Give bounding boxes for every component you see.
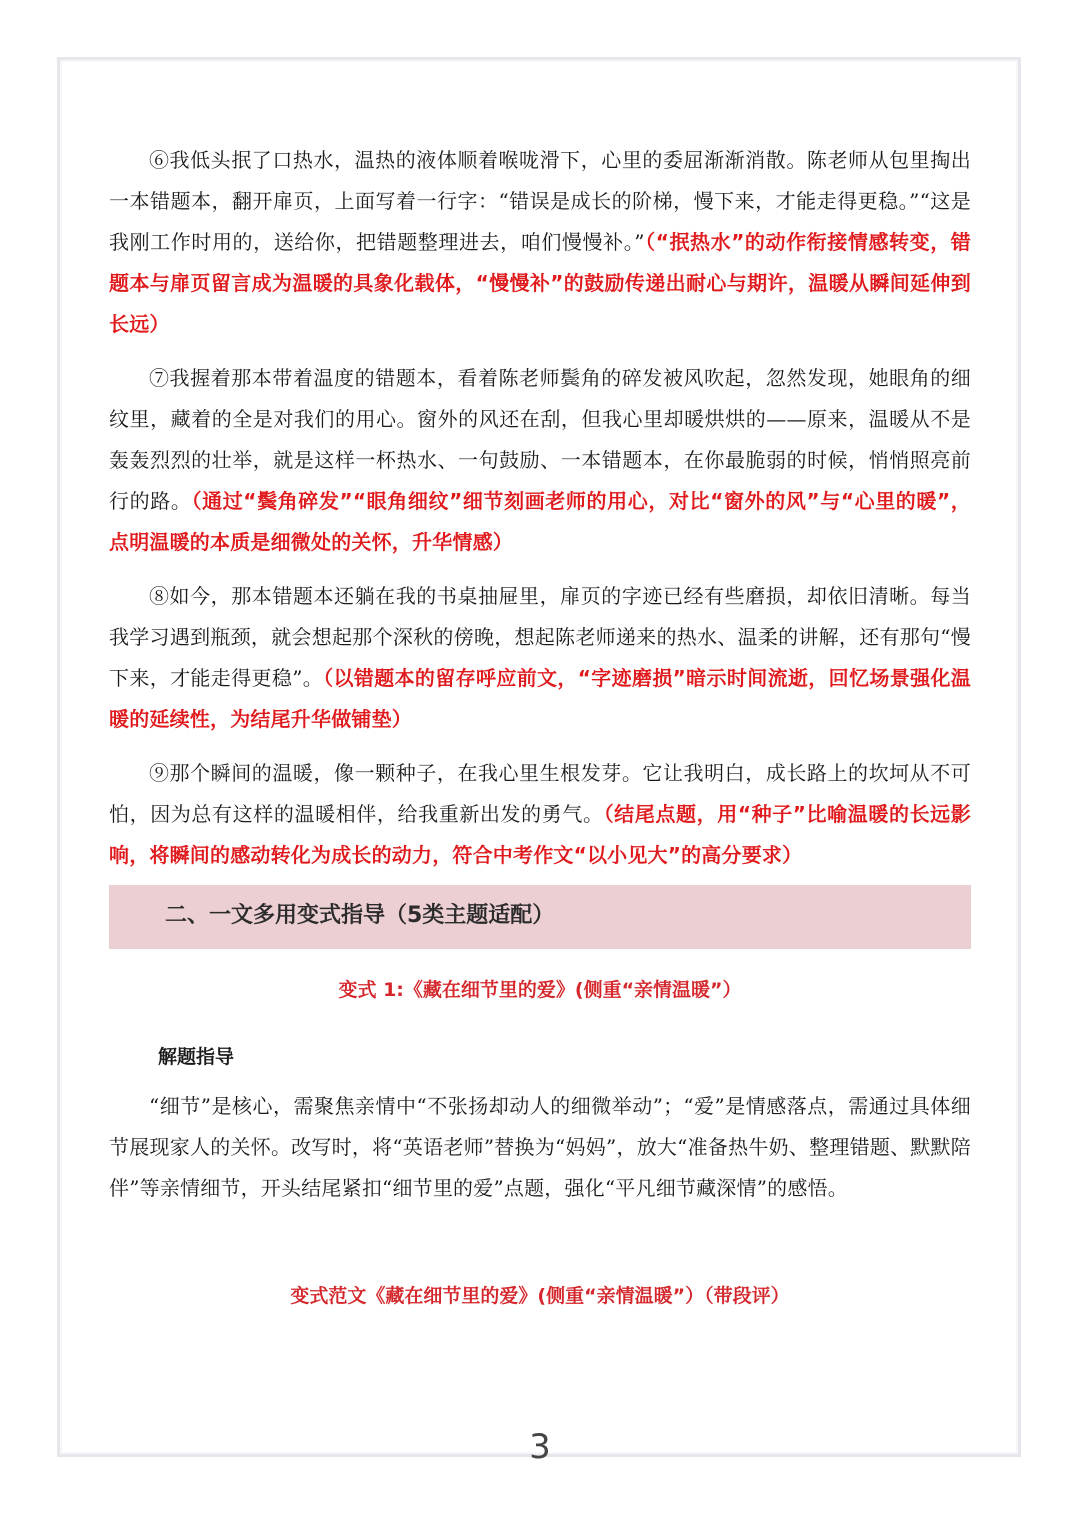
paragraph-comment: （“抿热水”的动作衔接情感转变，错题本与扉页留言成为温暖的具象化载体，“慢慢补”的鼓励传递出耐心与期许，温暖从瞬间延伸到长远） xyxy=(109,230,971,336)
paragraph-comment: （结尾点题，用“种子”比喻温暖的长远影响，将瞬间的感动转化为成长的动力，符合中考作文“以小见大”的高分要求） xyxy=(109,802,971,867)
paragraph-text: ⑦我握着那本带着温度的错题本，看着陈老师鬓角的碎发被风吹起，忽然发现，她眼角的细纹里，藏着的全是对我们的用心。窗外的风还在刮，但我心里却暖烘烘的——原来，温暖从不是轰轰烈烈的壮举，就是这样一杯热水、一句鼓励、一本错题本，在你最脆弱的时候，悄悄照亮前行的路。 xyxy=(109,366,971,513)
paragraph-text: ⑧如今，那本错题本还躺在我的书桌抽屉里，扉页的字迹已经有些磨损，却依旧清晰。每当我学习遇到瓶颈，就会想起那个深秋的傍晚，想起陈老师递来的热水、温柔的讲解，还有那句“慢下来，才能走得更稳”。 xyxy=(109,584,971,690)
paragraph-text: ⑨那个瞬间的温暖，像一颗种子，在我心里生根发芽。它让我明白，成长路上的坎坷从不可怕，因为总有这样的温暖相伴，给我重新出发的勇气。 xyxy=(109,761,971,826)
page-number: 3 xyxy=(529,1427,551,1467)
paragraph-7 xyxy=(109,358,971,563)
model-essay-title: 变式范文《藏在细节里的爱》(侧重“亲情温暖”）（带段评） xyxy=(290,1285,790,1307)
guide-heading: 解题指导 xyxy=(158,1046,235,1068)
guide-body xyxy=(109,1086,971,1209)
paragraph-6 xyxy=(109,140,971,345)
section-title: 二、一文多用变式指导（5类主题适配） xyxy=(165,902,555,928)
variant-title: 变式 1:《藏在细节里的爱》(侧重“亲情温暖”） xyxy=(338,979,742,1001)
section-banner xyxy=(109,885,971,949)
paragraph-9 xyxy=(109,753,971,876)
paragraph-comment: （通过“鬓角碎发”“眼角细纹”细节刻画老师的用心，对比“窗外的风”与“心里的暖”，点明温暖的本质是细微处的关怀，升华情感） xyxy=(109,489,971,554)
paragraph-text: ⑥我低头抿了口热水，温热的液体顺着喉咙滑下，心里的委屈渐渐消散。陈老师从包里掏出一本错题本，翻开扉页，上面写着一行字：“错误是成长的阶梯，慢下来，才能走得更稳。”“这是我刚工作时用的，送给你，把错题整理进去，咱们慢慢补。” xyxy=(109,148,971,254)
essay-content xyxy=(109,140,971,876)
paragraph-comment: （以错题本的留存呼应前文，“字迹磨损”暗示时间流逝，回忆场景强化温暖的延续性，为结尾升华做铺垫） xyxy=(109,666,971,731)
paragraph-8 xyxy=(109,576,971,740)
guide-paragraph: “细节”是核心，需聚焦亲情中“不张扬却动人的细微举动”；“爱”是情感落点，需通过具体细节展现家人的关怀。改写时，将“英语老师”替换为“妈妈”，放大“准备热牛奶、整理错题、默默陪伴”等亲情细节，开头结尾紧扣“细节里的爱”点题，强化“平凡细节藏深情”的感悟。 xyxy=(109,1094,971,1200)
